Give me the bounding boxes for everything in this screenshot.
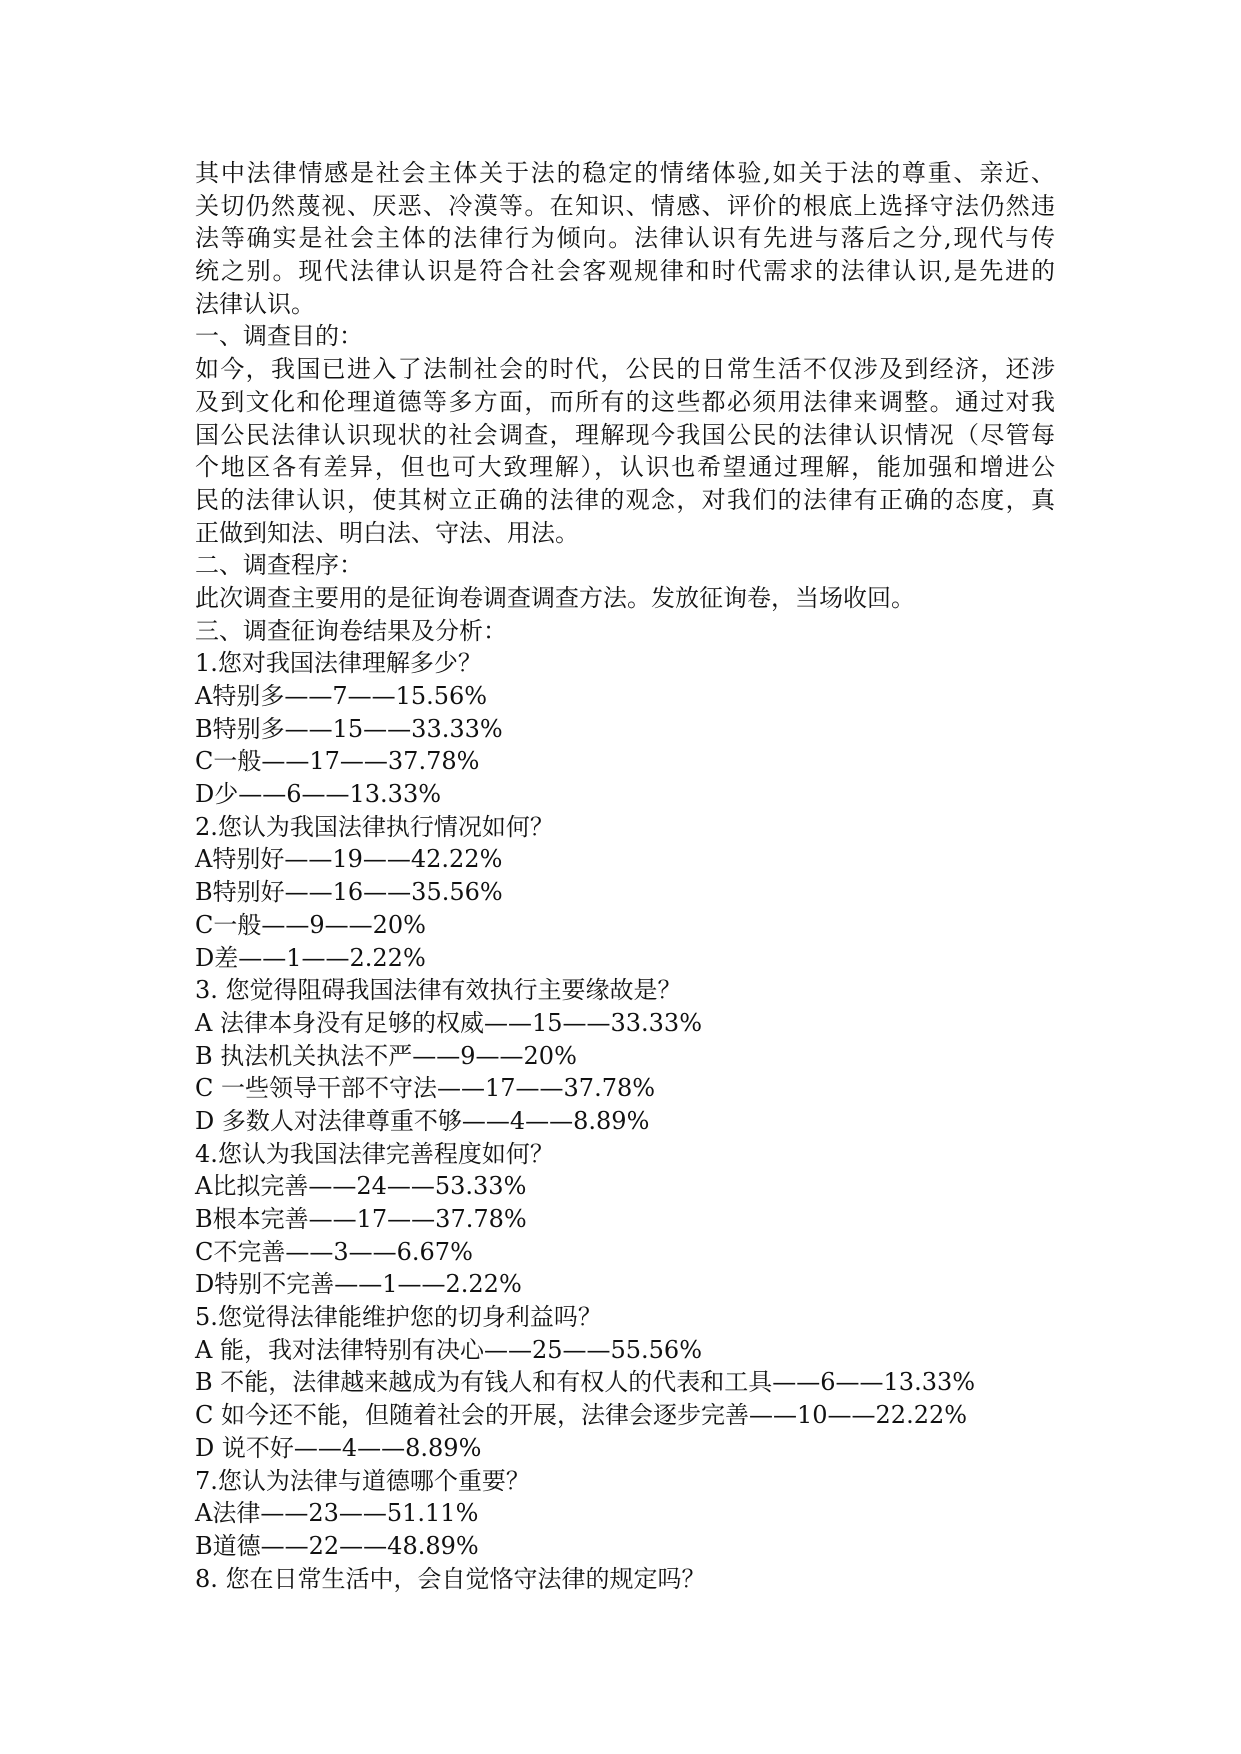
section-heading-results: 三、调查征询卷结果及分析：: [195, 616, 507, 645]
survey-answer-option: C一般——17——37.78%: [195, 747, 480, 776]
survey-answer-option: B特别好——16——35.56%: [195, 878, 503, 907]
survey-answer-option: D特别不完善——1——2.22%: [195, 1270, 522, 1299]
survey-answer-option: A特别多——7——15.56%: [195, 682, 488, 710]
intro-line: 法律认识。: [195, 289, 315, 318]
survey-answer-option: A 能，我对法律特别有决心——25——55.56%: [195, 1335, 703, 1364]
intro-line: 其中法律情感是社会主体关于法的稳定的情绪体验,如关于法的尊重、亲近、: [195, 159, 1055, 187]
survey-answer-option: A法律——23——51.11%: [195, 1499, 479, 1528]
survey-answer-option: D 说不好——4——8.89%: [195, 1433, 482, 1462]
purpose-paragraph: [195, 353, 1055, 549]
purpose-line: 民的法律认识，使其树立正确的法律的观念，对我们的法律有正确的态度，真: [195, 485, 1055, 514]
survey-answer-option: A特别好——19——42.22%: [195, 845, 503, 874]
survey-answer-option: D少——6——13.33%: [195, 780, 442, 809]
intro-paragraph: [195, 157, 1055, 320]
survey-answer-option: B 不能，法律越来越成为有钱人和有权人的代表和工具——6——13.33%: [195, 1368, 976, 1397]
survey-answer-option: B 执法机关执法不严——9——20%: [195, 1041, 577, 1070]
intro-line: 关切仍然蔑视、厌恶、冷漠等。在知识、情感、评价的根底上选择守法仍然违: [195, 191, 1055, 220]
section-heading-procedure: 二、调查程序：: [195, 551, 363, 580]
survey-question: 4.您认为我国法律完善程度如何？: [195, 1139, 554, 1168]
survey-question: 3. 您觉得阻碍我国法律有效执行主要缘故是？: [195, 976, 682, 1005]
purpose-line: 及到文化和伦理道德等多方面，而所有的这些都必须用法律来调整。通过对我: [195, 387, 1055, 416]
intro-line: 法等确实是社会主体的法律行为倾向。法律认识有先进与落后之分,现代与传: [195, 224, 1055, 253]
purpose-line: 如今，我国已进入了法制社会的时代，公民的日常生活不仅涉及到经济，还涉: [195, 355, 1055, 384]
survey-answer-option: D 多数人对法律尊重不够——4——8.89%: [195, 1106, 650, 1135]
survey-question: 7.您认为法律与道德哪个重要？: [195, 1466, 530, 1495]
purpose-line: 正做到知法、明白法、守法、用法。: [195, 518, 579, 547]
survey-answer-option: D差——1——2.22%: [195, 943, 426, 972]
survey-answer-option: B特别多——15——33.33%: [195, 714, 503, 743]
survey-question: 2.您认为我国法律执行情况如何？: [195, 812, 554, 841]
survey-answer-option: C一般——9——20%: [195, 910, 426, 939]
purpose-line: 个地区各有差异，但也可大致理解），认识也希望通过理解，能加强和增进公: [195, 453, 1055, 482]
survey-answer-option: B根本完善——17——37.78%: [195, 1205, 527, 1233]
survey-question: 8. 您在日常生活中，会自觉恪守法律的规定吗？: [195, 1564, 706, 1593]
procedure-text: 此次调查主要用的是征询卷调查调查方法。发放征询卷，当场收回。: [195, 583, 915, 612]
document-body: [195, 157, 1055, 1595]
purpose-line: 国公民法律认识现状的社会调查，理解现今我国公民的法律认识情况（尽管每: [195, 420, 1055, 449]
survey-answer-option: A比拟完善——24——53.33%: [195, 1172, 527, 1201]
survey-answer-option: C 一些领导干部不守法——17——37.78%: [195, 1074, 656, 1103]
intro-line: 统之别。现代法律认识是符合社会客观规律和时代需求的法律认识,是先进的: [195, 257, 1055, 286]
survey-answer-option: C 如今还不能，但随着社会的开展，法律会逐步完善——10——22.22%: [195, 1401, 968, 1430]
survey-answer-option: B道德——22——48.89%: [195, 1531, 479, 1560]
survey-question: 5.您觉得法律能维护您的切身利益吗？: [195, 1303, 602, 1332]
survey-questions: [195, 647, 1055, 1595]
section-heading-purpose: 一、调查目的：: [195, 322, 363, 351]
survey-answer-option: A 法律本身没有足够的权威——15——33.33%: [195, 1008, 703, 1037]
survey-question: 1.您对我国法律理解多少？: [195, 649, 482, 678]
survey-answer-option: C不完善——3——6.67%: [195, 1237, 473, 1266]
